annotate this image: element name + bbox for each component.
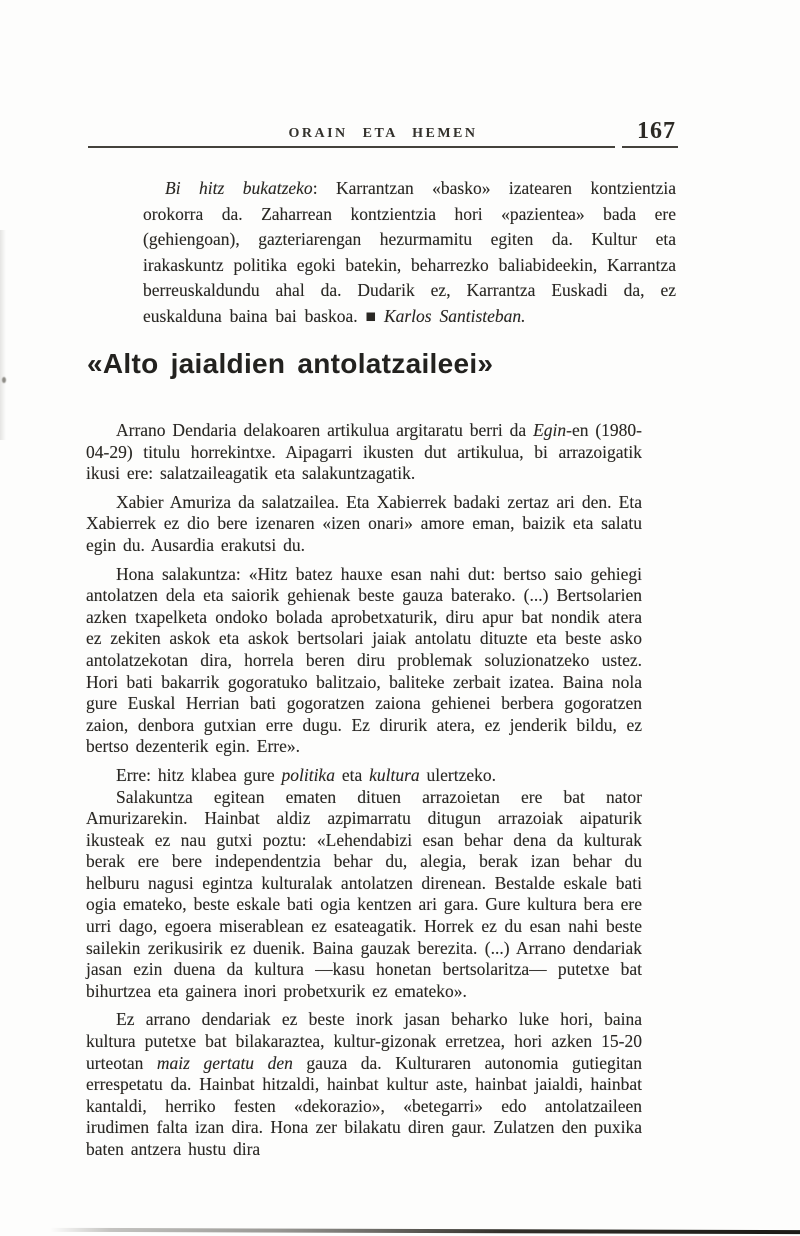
header-rule-gap (615, 146, 622, 148)
running-title: ORAIN ETA HEMEN (288, 126, 478, 141)
article-body (86, 420, 642, 1161)
scan-speck-artifact (2, 377, 6, 383)
running-head (88, 118, 678, 148)
article-heading: «Alto jaialdien antolatzaileei» (87, 348, 494, 379)
paragraph: Xabier Amuriza da salatzailea. Eta Xabierrek badaki zertaz ari den. Eta Xabierrek ez dio bere izenaren «izen onari» amore eman, baizik eta salatu egin du. Ausardia erakutsi du. (86, 491, 642, 555)
scan-smudge-artifact (0, 230, 6, 440)
paragraph: Erre: hitz klabea gure politika eta kultura ulertzeko. (116, 764, 497, 785)
page-number: 167 (637, 118, 676, 144)
paragraph: Hona salakuntza: «Hitz batez hauxe esan nahi dut: bertso saio gehiegi antolatzen dela eta saiorik gehienak beste gauza baterako. (...) Bertsolarien azken txapelketa ondoko bolada aprobetxaturik, diru apur bat nondik atera ez zekiten askok eta askok bertsolari jaiak antolatu dituzte eta beste asko antolatzekotan dira, horrela beren diru problemak soluzionatzeko ustez. Hori bati bakarrik gogoratuko balitzaio, baliteke zerbait izatea. Baina nola gure Euskal Herrian bati gogoratzen zaiona gehienei berbera gogoratzen zaion, denbora gutxian erre dugu. Ez dirurik atera, ez jenderik bildu, ez bertso dezenterik egin. Erre». (86, 563, 642, 757)
scan-edge-artifact (50, 1228, 800, 1234)
paragraph: Salakuntza egitean ematen dituen arrazoietan ere bat nator Amurizarekin. Hainbat aldiz azpimarratu ditugun arrazoiak aipaturik ikusteak ez nau gutxi poztu: «Lehendabizi esan behar dena da kulturak berak ere bere independentzia behar du, alegia, berak izan behar du helburu nagusi egintza kulturalak antolatzen direnean. Bestalde eskale bati ogia emateko, beste eskale bati ogia kentzen ari gara. Gure kultura bera ere urri dago, egoera miserablean ez esateagatik. Horrek ez du esan nahi beste sailekin zerikusirik ez duenik. Baina gauzak berezita. (...) Arrano dendariak jasan ezin duena da kultura —kasu honetan bertsolaritza— putetxe bat bihurtzea eta gainera inori probetxurik ez emateko». (86, 786, 642, 1001)
paragraph: Ez arrano dendariak ez beste inork jasan beharko luke hori, baina kultura putetxe bat bilakaraztea, kultur-gizonak erretzea, hori azken 15-20 urteotan maiz gertatu den gauza da. Kulturaren autonomia gutiegitan errespetatu da. Hainbat hitzaldi, hainbat kultur aste, hainbat jaialdi, hainbat kantaldi, herriko festen «dekorazio», «betegarri» edo antolatzaileen irudimen falta izan dira. Hona zer bilakatu diren gaur. Zulatzen den puxika baten antzera hustu dira (86, 1009, 642, 1159)
closing-note-paragraph: Bi hitz bukatzeko: Karrantzan «basko» izatearen kontzientzia orokorra da. Zaharrean kontzientzia hori «pazientea» bada ere (gehiengoan), gazteriarengan hezurmamitu egiten da. Kultur eta irakaskuntz politika egoki batekin, beharrezko baliabideekin, Karrantza berreuskaldundu ahal da. Dudarik ez, Karrantza Euskadi da, ez euskalduna baina bai baskoa. ■ Karlos Santisteban. (143, 178, 676, 326)
paragraph: Arrano Dendaria delakoaren artikulua argitaratu berri da Egin-en (1980-04-29) titulu horrekintxe. Aipagarri ikusten dut artikulua, bi arrazoigatik ikusi ere: salatzaileagatik eta salakuntzagatik. (86, 420, 643, 484)
